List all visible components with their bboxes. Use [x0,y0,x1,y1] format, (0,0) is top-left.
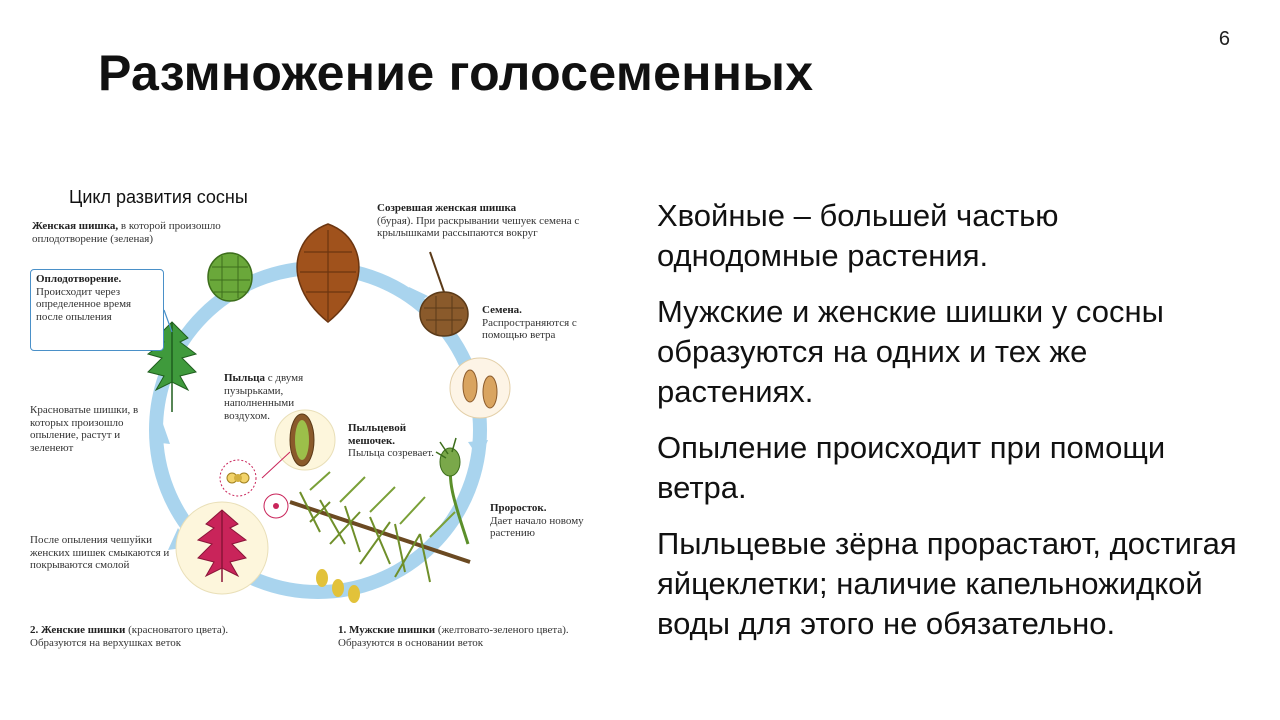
seeds-label-title: Семена. [482,304,522,316]
fertilization-box [30,269,164,351]
pollen-label [224,372,342,422]
after-pollination-label: После опыления чешуйки женских шишек смыкаются и покрываются смолой [30,534,170,571]
pollen-sac-label-text: Пыльца созревает. [348,447,435,459]
female-cone-cross-section-icon [176,502,268,594]
slide-number: 6 [1218,28,1230,50]
female-cone-label-text: в которой произошло оплодотворение (зеленая) [32,220,221,245]
mature-cone-icon [420,252,468,336]
winged-seeds-icon [450,358,510,418]
paragraph-cones-same-plant: Мужские и женские шишки у сосны образуются на одних и тех же растениях. [657,294,1164,409]
text-content [657,196,1247,660]
male-cones-1-text: (желтовато-зеленого цвета). Образуются в основании веток [338,624,569,649]
mature-cone-label [377,202,599,240]
pollen-label-text: с двумя пузырьками, наполненными воздухом. [224,372,304,422]
mature-cone-label-text: (бурая). При раскрывании чешуек семена с крылышками рассыпаются вокруг [377,214,580,239]
mature-cone-label-title: Созревшая женская шишка [377,202,517,214]
seeds-label-text: Распространяются с помощью ветра [482,316,577,341]
pollen-grain-icon [220,460,256,496]
female-cone-label-title: Женская шишка, [32,220,119,232]
paragraph-monoecious: Хвойные – большей частью однодомные растения. [657,198,1059,273]
seeds-label [482,304,600,342]
slide-title: Размножение голосеменных [98,45,814,101]
reddish-cones-label: Красноватые шишки, в которых произошло опыление, растут и зеленеют [30,404,139,454]
male-cones-1-title: 1. Мужские шишки [338,624,436,636]
fertilization-text: Происходит через определенное время после опыления [36,285,132,323]
female-cone-label [32,220,267,245]
sprout-label-text: Дает начало новому растению [490,514,584,539]
pine-life-cycle-diagram [0,172,612,667]
male-cones-1-label [338,624,606,649]
sprout-label [490,502,608,540]
diagram-caption: Цикл развития сосны [69,187,248,207]
pollen-label-title: Пыльца [224,372,265,384]
female-cones-2-title: 2. Женские шишки [30,624,126,636]
female-cones-2-label [30,624,280,649]
green-cone-icon [208,253,252,301]
paragraph-pollen-germination: Пыльцевые зёрна прорастают, достигая яйцеклетки; наличие капельножидкой воды для этого не обязательно. [657,526,1237,641]
pollen-sac-label-title: Пыльцевой мешочек. [348,422,407,447]
sprout-label-title: Проросток. [490,502,547,514]
brown-open-cone-icon [297,224,359,322]
paragraph-wind-pollination: Опыление происходит при помощи ветра. [657,430,1166,505]
pollen-sac-label [348,422,440,460]
fertilization-title: Оплодотворение. [36,273,122,285]
male-cone-marker-icon [264,494,288,518]
female-cones-2-text: (красноватого цвета). Образуются на верхушках веток [30,624,229,649]
